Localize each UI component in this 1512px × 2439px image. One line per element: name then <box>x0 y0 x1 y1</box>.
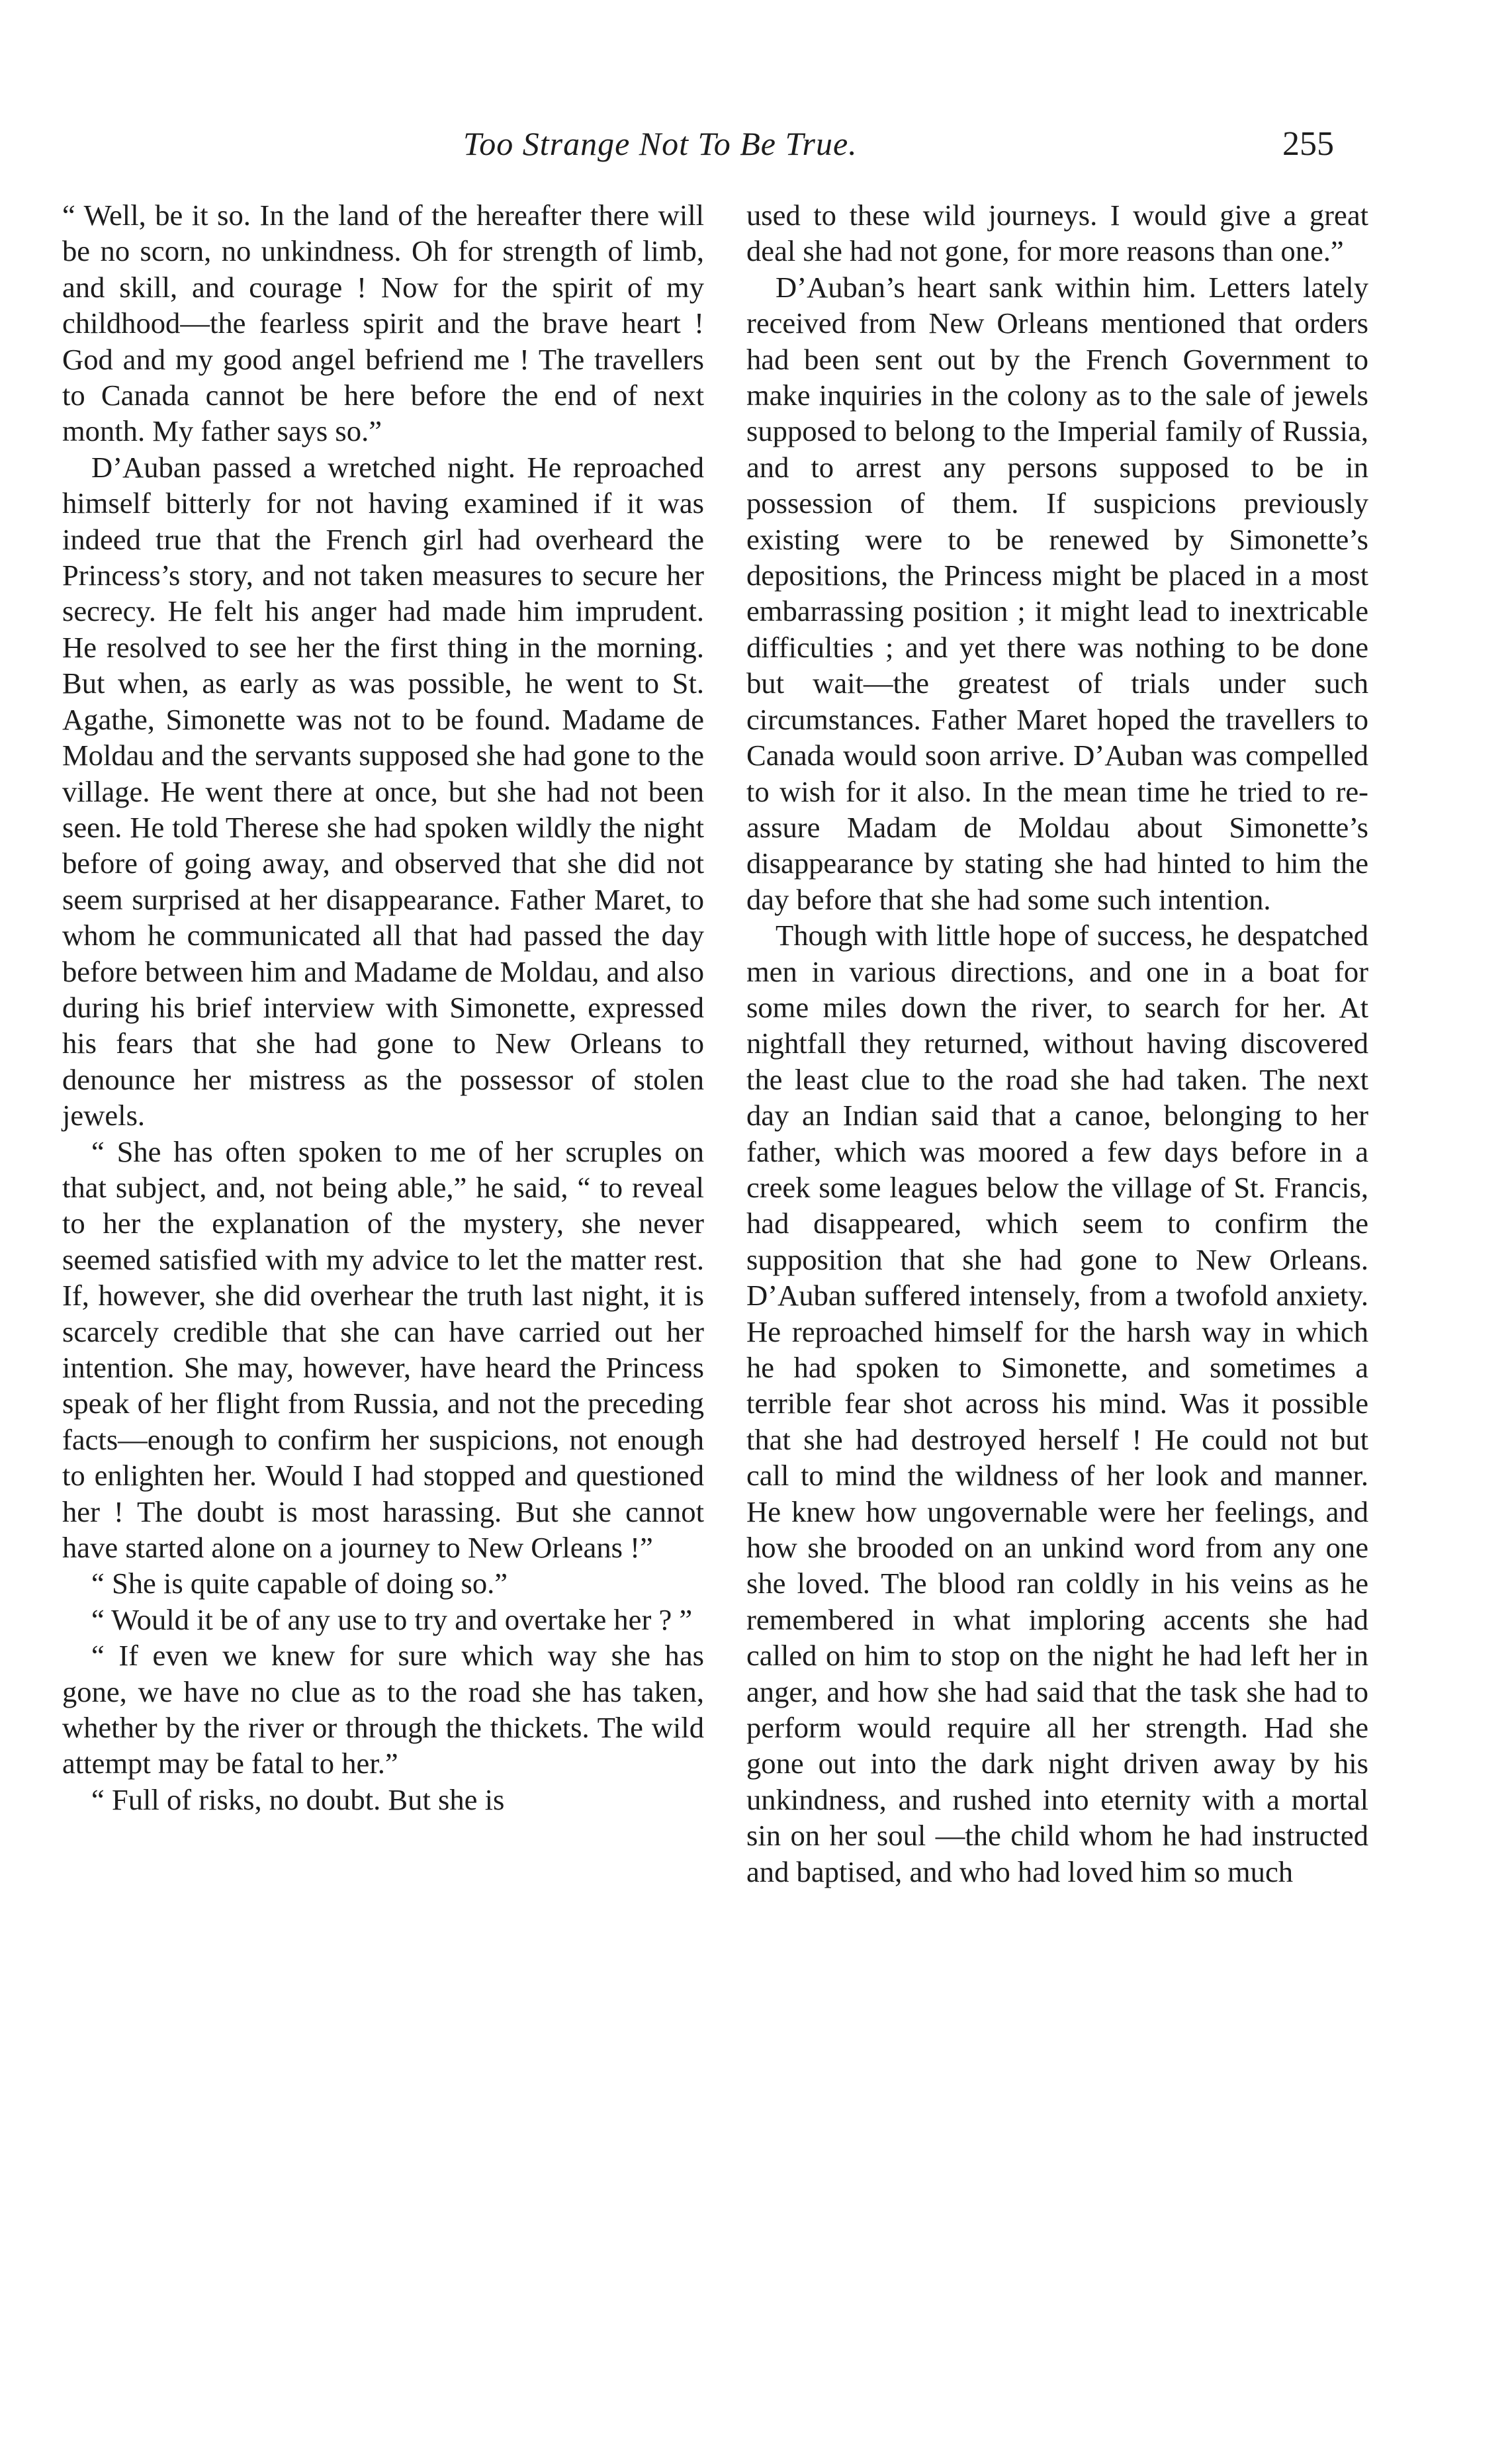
paragraph: used to these wild journeys. I would give a great deal she had not gone, for more reasons than one.” <box>746 199 1368 268</box>
paragraph: “ She is quite capable of doing so.” <box>91 1567 508 1600</box>
paragraph: “ Full of risks, no doubt. But she is <box>91 1782 505 1816</box>
right-column <box>746 197 1368 1890</box>
page-number: 255 <box>1282 125 1334 163</box>
paragraph: D’Auban passed a wretched night. He reproached himself bitterly for not having examined if it was indeed true that the French girl had overheard the Princess’s story, and not taken measures to secure her secrecy. He felt his anger had made him imprudent. He resolved to see her the first thing in the morning. But when, as early as was possible, he went to St. Agathe, Simonette was not to be found. Madame de Moldau and the servants supposed she had gone to the village. He went there at once, but she had not been seen. He told Therese she had spoken wildly the night before of going away, and observed that she did not seem surprised at her disappearance. Father Maret, to whom he communicated all that had passed the day before between him and Madame de Moldau, and also during his brief interview with Simonette, expressed his fears that she had gone to New Orleans to denounce her mistress as the possessor of stolen jewels. <box>62 450 704 1132</box>
left-column <box>62 197 704 1818</box>
paragraph: “ She has often spoken to me of her scruples on that subject, and, not being able,” he said, “ to reveal to her the explanation of the mystery, she never seemed satisfied with my advice to let the matter rest. If, however, she did overhear the truth last night, it is scarcely credible that she can have carried out her intention. She may, however, have heard the Princess speak of her flight from Russia, and not the preceding facts—enough to confirm her suspicions, not enough to enlighten her. Would I had stopped and questioned her ! The doubt is most harassing. But she cannot have started alone on a journey to New Orleans !” <box>62 1134 704 1565</box>
paragraph: “ If even we knew for sure which way she has gone, we have no clue as to the road she has taken, whether by the river or through the thickets. The wild attempt may be fatal to her.” <box>62 1639 704 1780</box>
paragraph: “ Well, be it so. In the land of the hereafter there will be no scorn, no unkindness. Oh for strength of limb, and skill, and courage ! Now for the spirit of my childhood—the fearless spirit and the brave heart ! God and my good angel befriend me ! The travellers to Canada cannot be here before the end of next month. My father says so.” <box>62 199 704 448</box>
running-title: Too Strange Not To Be True. <box>463 125 858 162</box>
paragraph: D’Auban’s heart sank within him. Letters lately received from New Orleans mentioned that orders had been sent out by the French Government to make inquiries in the colony as to the sale of jewels supposed to belong to the Imperial family of Russia, and to arrest any persons supposed to be in possession of them. If suspicions previously existing were to be renewed by Simonette’s depositions, the Princess might be placed in a most embarrassing position ; it might lead to inextricable difficulties ; and yet there was nothing to be done but wait—the greatest of trials under such circumstances. Father Maret hoped the travellers to Canada would soon arrive. D’Auban was compelled to wish for it also. In the mean time he tried to re-assure Madam de Moldau about Simonette’s disappearance by stating she had hinted to him the day before that she had some such intention. <box>746 270 1368 916</box>
paragraph: Though with little hope of success, he despatched men in various directions, and one in a boat for some miles down the river, to search for her. At nightfall they returned, without having discovered the least clue to the road she had taken. The next day an Indian said that a canoe, belonging to her father, which was moored a few days before in a creek some leagues below the village of St. Francis, had disappeared, which seem to confirm the supposition that she had gone to New Orleans. D’Auban suffered intensely, from a twofold anxiety. He reproached himself for the harsh way in which he had spoken to Simonette, and sometimes a terrible fear shot across his mind. Was it possible that she had destroyed herself ! He could not but call to mind the wildness of her look and manner. He knew how ungovernable were her feelings, and how she brooded on an unkind word from any one she loved. The blood ran coldly in his veins as he remembered in what imploring accents she had called on him to stop on the night he had left her in anger, and how she had said that the task she had to perform would require all her strength. Had she gone out into the dark night driven away by his unkindness, and rushed into eternity with a mortal sin on her soul —the child whom he had instructed and baptised, and who had loved him so much <box>746 919 1368 1888</box>
paragraph: “ Would it be of any use to try and overtake her ? ” <box>91 1602 693 1636</box>
page-header <box>0 124 1512 171</box>
